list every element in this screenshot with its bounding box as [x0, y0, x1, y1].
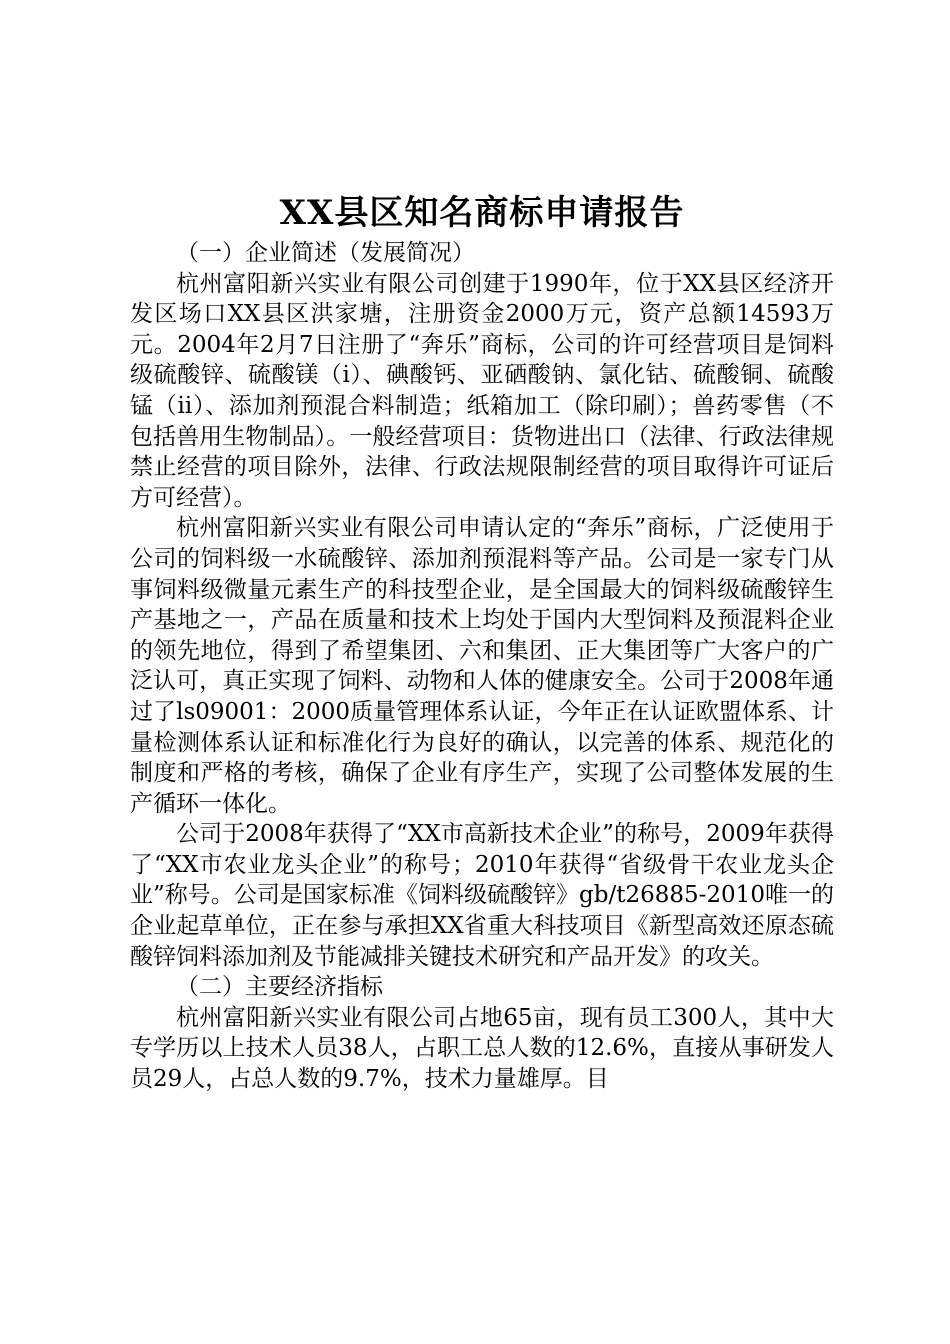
paragraph-company-intro: 杭州富阳新兴实业有限公司创建于1990年，位于XX县区经济开发区场口XX县区洪家塘，注册资金2000万元，资产总额14593万元。2004年2月7日注册了“奔乐”商标，公司的许可经营项目是饲料级硫酸锌、硫酸镁（i）、碘酸钙、亚硒酸钠、氯化钴、硫酸铜、硫酸锰（ii）、添加剂预混合料制造；纸箱加工（除印刷）；兽药零售（不包括兽用生物制品）。一般经营项目：货物进出口（法律、行政法律规禁止经营的项目除外，法律、行政法规限制经营的项目取得许可证后方可经营）。: [130, 270, 834, 511]
document-page: [130, 0, 834, 1095]
document-title: XX县区知名商标申请报告: [279, 193, 685, 233]
paragraph-honors: 公司于2008年获得了“XX市高新技术企业”的称号，2009年获得了“XX市农业龙头企业”的称号；2010年获得“省级骨干农业龙头企业”称号。公司是国家标准《饲料级硫酸锌》gb/t26885-2010唯一的企业起草单位，正在参与承担XX省重大科技项目《新型高效还原态硫酸锌饲料添加剂及节能减排关键技术研究和产品开发》的攻关。: [130, 821, 834, 970]
section-heading-overview: （一）企业简述（发展简况）: [176, 240, 475, 266]
paragraph-economic-indicators: 杭州富阳新兴实业有限公司占地65亩，现有员工300人，其中大专学历以上技术人员38人，占职工总人数的12.6%，直接从事研发人员29人，占总人数的9.7%，技术力量雄厚。目: [130, 1004, 834, 1093]
paragraph-trademark-usage: 杭州富阳新兴实业有限公司申请认定的“奔乐”商标，广泛使用于公司的饲料级一水硫酸锌、添加剂预混料等产品。公司是一家专门从事饲料级微量元素生产的科技型企业，是全国最大的饲料级硫酸锌生产基地之一，产品在质量和技术上均处于国内大型饲料及预混料企业的领先地位，得到了希望集团、六和集团、正大集团等广大客户的广泛认可，真正实现了饲料、动物和人体的健康安全。公司于2008年通过了ls09001：2000质量管理体系认证，今年正在认证欧盟体系、计量检测体系认证和标准化行为良好的确认，以完善的体系、规范化的制度和严格的考核，确保了企业有序生产，实现了公司整体发展的生产循环一体化。: [130, 515, 834, 817]
section-heading-economic-indicators: （二）主要经济指标: [176, 974, 383, 1001]
